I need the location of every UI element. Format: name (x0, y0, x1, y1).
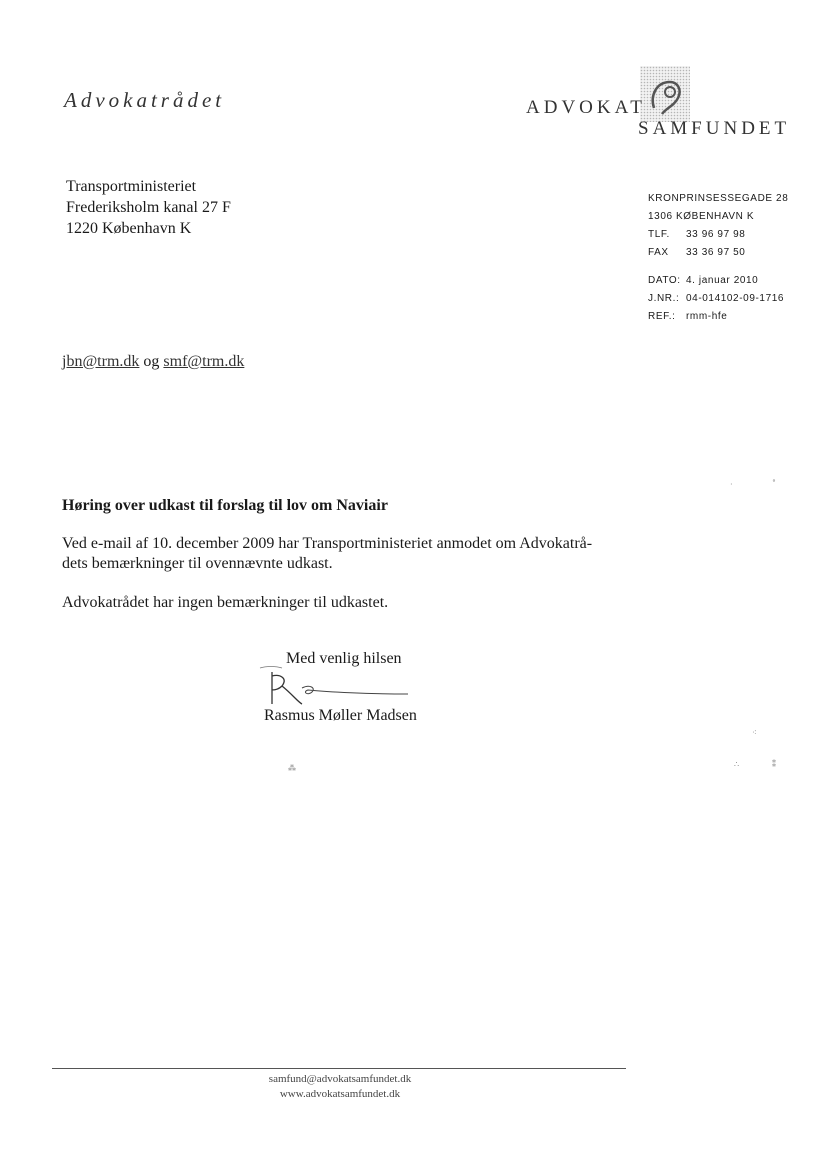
logo-wordmark-advokat: ADVOKAT (526, 97, 646, 118)
body-paragraph: Advokatrådet har ingen bemærkninger til udkastet. (62, 594, 389, 611)
closing-greeting: Med venlig hilsen (286, 650, 402, 667)
footer-website[interactable]: www.advokatsamfundet.dk (279, 1088, 401, 1100)
footer (250, 1072, 430, 1102)
reference-label: REF.: (648, 311, 676, 322)
footer-email[interactable]: samfund@advokatsamfundet.dk (268, 1073, 412, 1085)
email-link[interactable]: smf@trm.dk (163, 353, 245, 370)
journal-label: J.NR.: (648, 293, 680, 304)
phone-value: 33 96 97 98 (686, 229, 746, 240)
sender-address-line: 1306 KØBENHAVN K (648, 211, 755, 222)
advokatsamfundet-logo-icon (640, 66, 690, 122)
body-paragraph (62, 534, 662, 574)
sender-address-line: KRONPRINSESSEGADE 28 (648, 193, 789, 204)
email-joiner: og (143, 353, 160, 370)
logo-wordmark-samfundet: SAMFUNDET (638, 118, 791, 139)
journal-number (648, 290, 788, 308)
letter-date (648, 272, 788, 290)
signer-name: Rasmus Møller Madsen (264, 707, 417, 724)
fax-value: 33 36 97 50 (686, 247, 746, 258)
reference (648, 308, 788, 326)
letter-subject: Høring over udkast til forslag til lov om Naviair (62, 497, 388, 514)
recipient-address (66, 176, 231, 239)
reference-value: rmm-hfe (686, 311, 728, 322)
journal-value: 04-014102-09-1716 (686, 293, 785, 304)
email-recipients (62, 353, 244, 371)
body-line: Ved e-mail af 10. december 2009 har Transportministeriet anmodet om Advokatrå- (62, 535, 593, 552)
body-line: dets bemærkninger til ovennævnte udkast. (62, 555, 333, 572)
date-label: DATO: (648, 275, 681, 286)
sender-info (648, 190, 788, 326)
handwritten-signature (258, 664, 418, 710)
letter-body (62, 534, 662, 632)
letterhead-title: Advokatrådet (64, 88, 226, 112)
recipient-line: 1220 København K (66, 220, 192, 237)
fax-label: FAX (648, 247, 669, 258)
recipient-line: Transportministeriet (66, 178, 197, 195)
sender-fax (648, 244, 788, 262)
phone-label: TLF. (648, 229, 670, 240)
recipient-line: Frederiksholm kanal 27 F (66, 199, 231, 216)
email-link[interactable]: jbn@trm.dk (62, 353, 140, 370)
date-value: 4. januar 2010 (686, 275, 759, 286)
sender-phone (648, 226, 788, 244)
footer-divider (52, 1068, 626, 1069)
